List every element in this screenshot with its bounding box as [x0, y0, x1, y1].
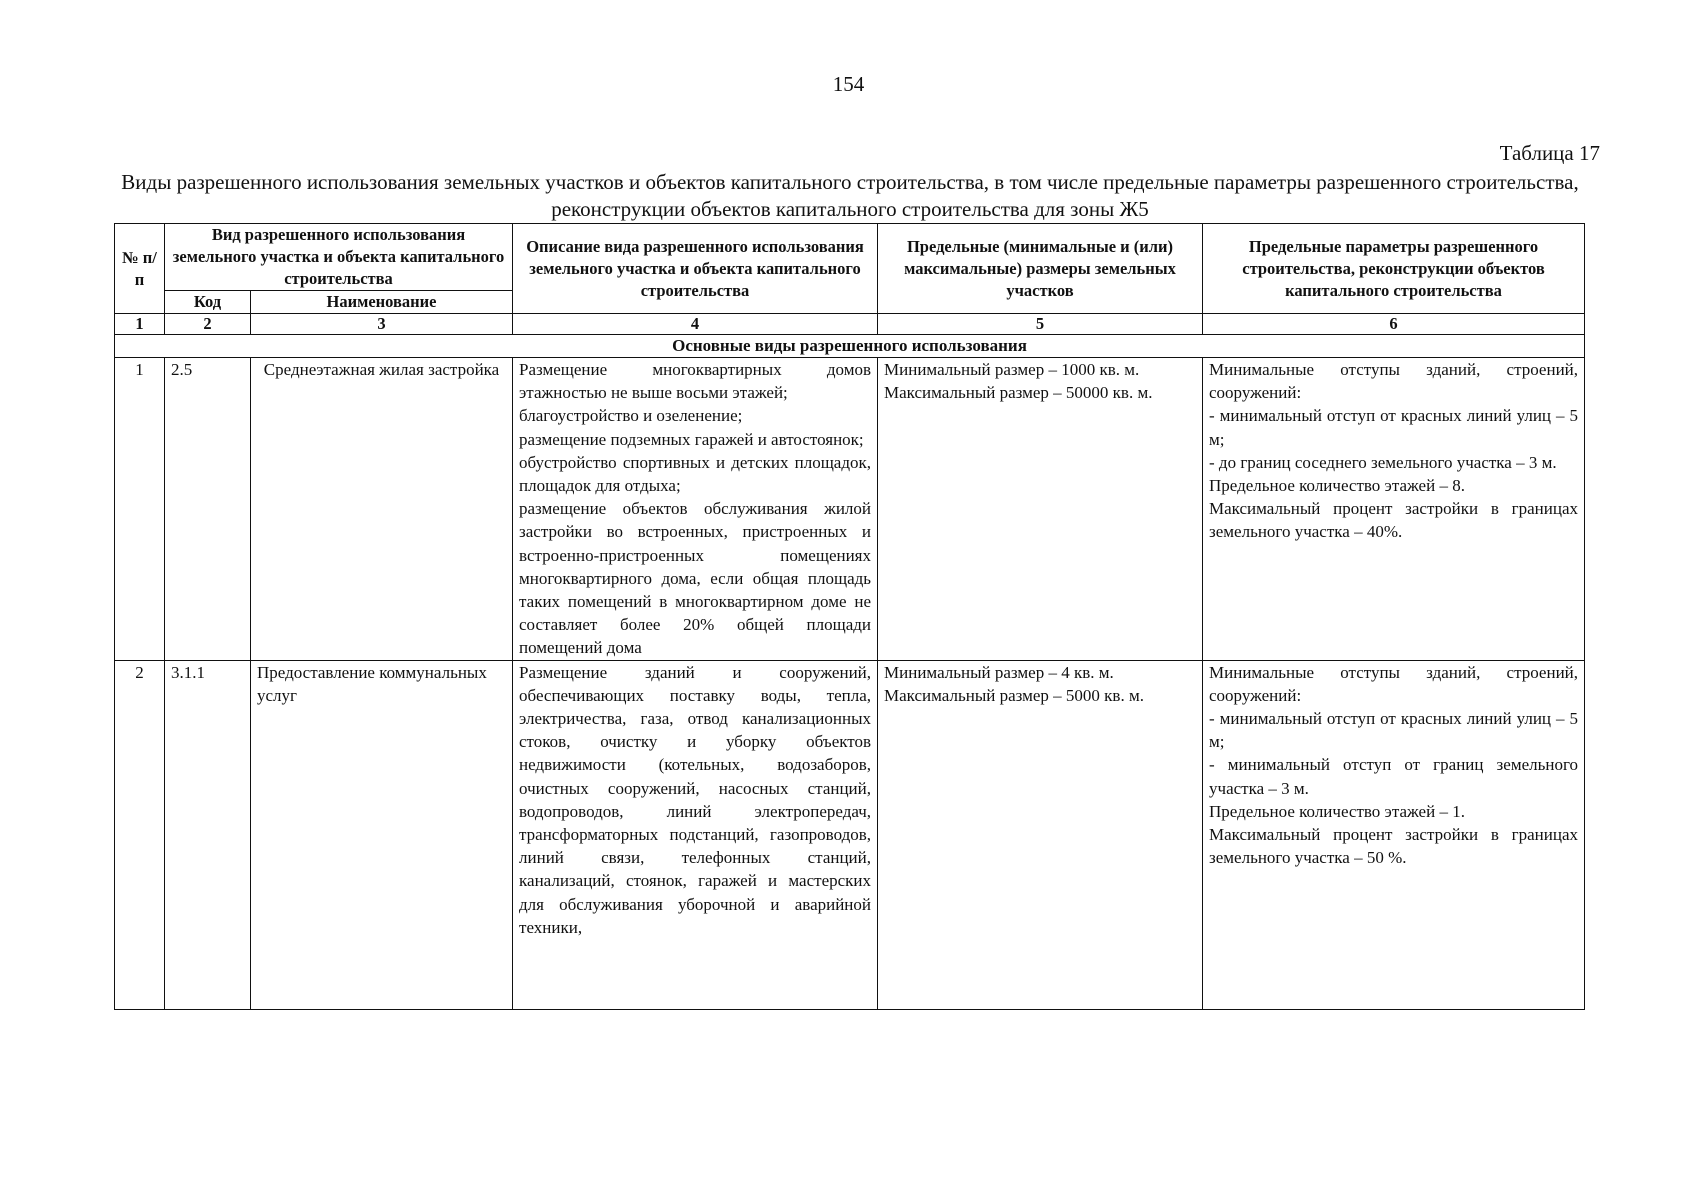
params-line: Максимальный процент застройки в границах земельного участка – 50 %. — [1209, 825, 1579, 868]
params-line: - до границ соседнего земельного участка – 3 м. — [1209, 452, 1557, 472]
params-line: Минимальные отступы зданий, строений, сооружений: — [1209, 662, 1579, 705]
sizes-line: Минимальный размер – 1000 кв. м. — [884, 360, 1140, 379]
row-number: 2 — [115, 660, 165, 1009]
row-code: 3.1.1 — [165, 660, 251, 1009]
table-row — [115, 358, 1585, 661]
description-line: Размещение многоквартирных домов этажностью не выше восьми этажей; — [519, 360, 872, 403]
page-number: 154 — [832, 72, 865, 96]
header-params: Предельные параметры разрешенного строительства, реконструкции объектов капитального строительства — [1203, 224, 1585, 314]
header-num: № п/п — [115, 224, 165, 314]
row-params — [1203, 358, 1585, 661]
section-row — [115, 335, 1585, 358]
params-line: - минимальный отступ от красных линий улиц – 5 м; — [1209, 406, 1579, 449]
sizes-line: Максимальный размер – 5000 кв. м. — [884, 685, 1144, 705]
params-line: Предельное количество этажей – 8. — [1209, 476, 1465, 496]
row-name: Среднеэтажная жилая застройка — [251, 358, 513, 661]
table-caption: Виды разрешенного использования земельных участков и объектов капитального строительства, в том числе предельные параметры разрешенного строительства, реконструкции объектов капитального строительства для зоны Ж5 — [121, 170, 1579, 221]
row-number: 1 — [115, 358, 165, 661]
zoning-table — [114, 223, 1585, 1010]
row-sizes — [878, 358, 1203, 661]
table-label: Таблица 17 — [1499, 141, 1600, 165]
sizes-line: Максимальный размер – 50000 кв. м. — [884, 383, 1153, 403]
header-code: Код — [165, 291, 251, 314]
sizes-line: Минимальный размер – 4 кв. м. — [884, 662, 1114, 682]
column-number-row — [115, 314, 1585, 335]
params-line: Минимальные отступы зданий, строений, сооружений: — [1209, 360, 1579, 403]
header-sizes: Предельные (минимальные и (или) максимальные) размеры земельных участков — [878, 224, 1203, 314]
row-code: 2.5 — [165, 358, 251, 661]
column-number: 5 — [878, 314, 1203, 335]
header-kind-group: Вид разрешенного использования земельного участка и объекта капитального строительства — [165, 224, 513, 291]
header-description: Описание вида разрешенного использования земельного участка и объекта капитального строительства — [513, 224, 878, 314]
header-row — [115, 224, 1585, 291]
description-line: обустройство спортивных и детских площадок, площадок для отдыха; — [519, 452, 872, 496]
header-name: Наименование — [251, 291, 513, 314]
section-title: Основные виды разрешенного использования — [115, 335, 1585, 358]
row-name: Предоставление коммунальных услуг — [251, 660, 513, 1009]
table-row — [115, 660, 1585, 1009]
column-number: 2 — [165, 314, 251, 335]
description-line: Размещение зданий и сооружений, обеспечивающих поставку воды, тепла, электричества, газа, отвод канализационных стоков, очистку и уборку объектов недвижимости (котельных, водозаборов, очистных сооружений, насосных станций, водопроводов, линий электропередач, трансформаторных подстанций, газопроводов, линий связи, телефонных станций, канализаций, стоянок, гаражей и мастерских для обслуживания уборочной и аварийной техники, — [519, 662, 872, 937]
column-number: 6 — [1203, 314, 1585, 335]
column-number: 4 — [513, 314, 878, 335]
description-line: размещение объектов обслуживания жилой застройки во встроенных, пристроенных и встроенно-пристроенных помещениях многоквартирного дома, если общая площадь таких помещений в многоквартирном доме не составляет более 20% общей площади помещений дома — [519, 499, 872, 658]
description-line: благоустройство и озеленение; — [519, 406, 743, 426]
row-description — [513, 358, 878, 661]
params-line: Максимальный процент застройки в границах земельного участка – 40%. — [1209, 499, 1579, 542]
row-params — [1203, 660, 1585, 1009]
column-number: 3 — [251, 314, 513, 335]
description-line: размещение подземных гаражей и автостоянок; — [519, 429, 864, 449]
row-sizes — [878, 660, 1203, 1009]
row-description — [513, 660, 878, 1009]
column-number: 1 — [115, 314, 165, 335]
params-line: - минимальный отступ от границ земельного участка – 3 м. — [1209, 755, 1579, 798]
params-line: Предельное количество этажей – 1. — [1209, 801, 1465, 821]
params-line: - минимальный отступ от красных линий улиц – 5 м; — [1209, 709, 1579, 752]
